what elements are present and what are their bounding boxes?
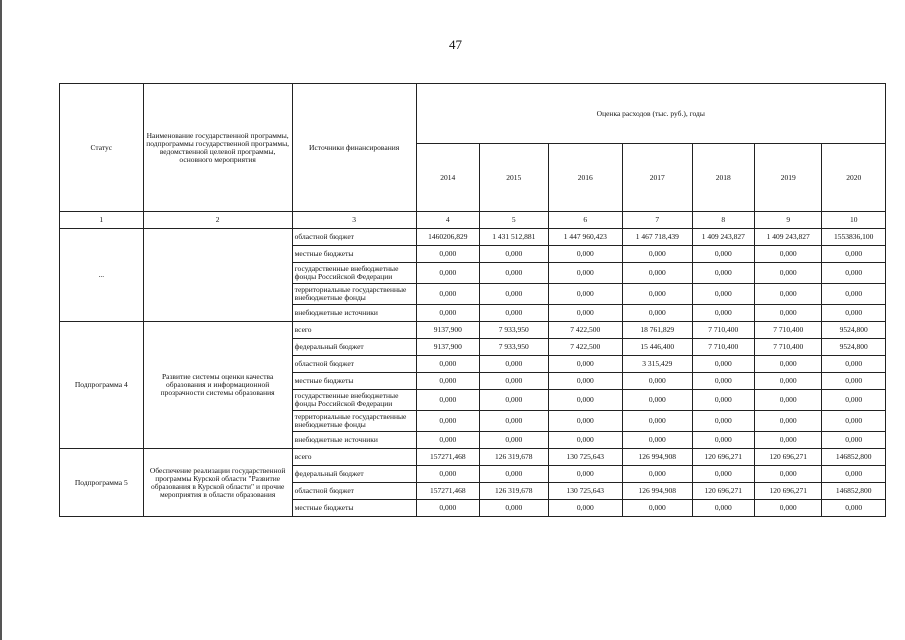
program-name-cell xyxy=(143,229,292,322)
value-cell: 0,000 xyxy=(480,466,548,483)
value-cell: 7 933,950 xyxy=(480,339,548,356)
value-cell: 0,000 xyxy=(754,246,821,263)
value-cell: 0,000 xyxy=(416,390,479,411)
value-cell: 0,000 xyxy=(548,305,623,322)
value-cell: 0,000 xyxy=(480,356,548,373)
value-cell: 0,000 xyxy=(548,411,623,432)
value-cell: 0,000 xyxy=(692,356,754,373)
funding-source-cell: территориальные государственные внебюджетные фонды xyxy=(292,284,416,305)
header-year: 2014 xyxy=(416,144,479,212)
value-cell: 0,000 xyxy=(754,432,821,449)
value-cell: 1 431 512,881 xyxy=(480,229,548,246)
value-cell: 157271,468 xyxy=(416,483,479,500)
value-cell: 0,000 xyxy=(754,500,821,517)
value-cell: 7 710,400 xyxy=(754,339,821,356)
value-cell: 9524,800 xyxy=(822,322,886,339)
value-cell: 0,000 xyxy=(692,373,754,390)
value-cell: 0,000 xyxy=(548,284,623,305)
value-cell: 0,000 xyxy=(623,263,693,284)
column-number: 9 xyxy=(754,212,821,229)
value-cell: 0,000 xyxy=(416,356,479,373)
value-cell: 7 710,400 xyxy=(692,339,754,356)
program-name-cell: Развитие системы оценки качества образования и информационной прозрачности системы образования xyxy=(143,322,292,449)
funding-source-cell: территориальные государственные внебюджетные фонды xyxy=(292,411,416,432)
value-cell: 0,000 xyxy=(692,500,754,517)
funding-source-cell: внебюджетные источники xyxy=(292,432,416,449)
funding-source-cell: внебюджетные источники xyxy=(292,305,416,322)
table-row xyxy=(60,322,886,339)
header-sources: Источники финансирования xyxy=(292,84,416,212)
value-cell: 0,000 xyxy=(480,263,548,284)
value-cell: 0,000 xyxy=(416,500,479,517)
page-left-edge xyxy=(0,0,2,640)
value-cell: 0,000 xyxy=(548,500,623,517)
value-cell: 0,000 xyxy=(822,263,886,284)
value-cell: 0,000 xyxy=(548,356,623,373)
value-cell: 0,000 xyxy=(822,246,886,263)
value-cell: 0,000 xyxy=(754,356,821,373)
value-cell: 0,000 xyxy=(822,356,886,373)
value-cell: 0,000 xyxy=(480,390,548,411)
value-cell: 0,000 xyxy=(754,390,821,411)
value-cell: 130 725,643 xyxy=(548,449,623,466)
value-cell: 9137,900 xyxy=(416,339,479,356)
value-cell: 0,000 xyxy=(754,466,821,483)
value-cell: 1 409 243,827 xyxy=(692,229,754,246)
value-cell: 0,000 xyxy=(692,284,754,305)
value-cell: 0,000 xyxy=(822,305,886,322)
value-cell: 7 710,400 xyxy=(754,322,821,339)
value-cell: 0,000 xyxy=(416,263,479,284)
value-cell: 0,000 xyxy=(416,373,479,390)
page-number: 47 xyxy=(449,37,462,52)
value-cell: 3 315,429 xyxy=(623,356,693,373)
value-cell: 0,000 xyxy=(480,373,548,390)
value-cell: 7 933,950 xyxy=(480,322,548,339)
header-year: 2016 xyxy=(548,144,623,212)
value-cell: 0,000 xyxy=(623,432,693,449)
column-number: 7 xyxy=(623,212,693,229)
funding-source-cell: государственные внебюджетные фонды Российской Федерации xyxy=(292,263,416,284)
value-cell: 0,000 xyxy=(416,284,479,305)
value-cell: 0,000 xyxy=(623,246,693,263)
value-cell: 0,000 xyxy=(548,390,623,411)
value-cell: 1 467 718,439 xyxy=(623,229,693,246)
value-cell: 0,000 xyxy=(822,390,886,411)
value-cell: 0,000 xyxy=(692,305,754,322)
value-cell: 1553836,100 xyxy=(822,229,886,246)
funding-source-cell: федеральный бюджет xyxy=(292,466,416,483)
value-cell: 0,000 xyxy=(822,500,886,517)
value-cell: 1 409 243,827 xyxy=(754,229,821,246)
value-cell: 1460206,829 xyxy=(416,229,479,246)
funding-source-cell: областной бюджет xyxy=(292,483,416,500)
column-number: 2 xyxy=(143,212,292,229)
header-name: Наименование государственной программы, подпрограммы государственной программы, ведомственной целевой программы, основного мероприятия xyxy=(143,84,292,212)
value-cell: 0,000 xyxy=(480,284,548,305)
value-cell: 0,000 xyxy=(416,246,479,263)
table-row xyxy=(60,229,886,246)
value-cell: 0,000 xyxy=(692,263,754,284)
column-number: 10 xyxy=(822,212,886,229)
value-cell: 146852,800 xyxy=(822,483,886,500)
value-cell: 126 319,678 xyxy=(480,449,548,466)
funding-source-cell: местные бюджеты xyxy=(292,373,416,390)
column-number: 6 xyxy=(548,212,623,229)
value-cell: 0,000 xyxy=(416,466,479,483)
value-cell: 120 696,271 xyxy=(754,449,821,466)
value-cell: 0,000 xyxy=(822,411,886,432)
value-cell: 0,000 xyxy=(822,466,886,483)
budget-table xyxy=(59,83,886,517)
status-cell: ... xyxy=(60,229,144,322)
value-cell: 0,000 xyxy=(623,390,693,411)
value-cell: 0,000 xyxy=(480,432,548,449)
value-cell: 0,000 xyxy=(480,500,548,517)
column-number: 4 xyxy=(416,212,479,229)
value-cell: 0,000 xyxy=(480,246,548,263)
value-cell: 9524,800 xyxy=(822,339,886,356)
value-cell: 0,000 xyxy=(548,432,623,449)
value-cell: 126 319,678 xyxy=(480,483,548,500)
program-name-cell: Обеспечение реализации государственной программы Курской области "Развитие образования в Курской области" и прочие мероприятия в области образования xyxy=(143,449,292,517)
value-cell: 1 447 960,423 xyxy=(548,229,623,246)
funding-source-cell: государственные внебюджетные фонды Российской Федерации xyxy=(292,390,416,411)
value-cell: 9137,900 xyxy=(416,322,479,339)
value-cell: 0,000 xyxy=(692,390,754,411)
value-cell: 0,000 xyxy=(416,432,479,449)
value-cell: 0,000 xyxy=(692,246,754,263)
value-cell: 0,000 xyxy=(754,284,821,305)
status-cell: Подпрограмма 4 xyxy=(60,322,144,449)
funding-source-cell: местные бюджеты xyxy=(292,246,416,263)
header-year: 2017 xyxy=(623,144,693,212)
header-estimate: Оценка расходов (тыс. руб.), годы xyxy=(416,84,885,144)
column-number-row xyxy=(60,212,886,229)
header-year: 2018 xyxy=(692,144,754,212)
value-cell: 7 422,500 xyxy=(548,322,623,339)
column-number: 1 xyxy=(60,212,144,229)
value-cell: 0,000 xyxy=(692,411,754,432)
value-cell: 0,000 xyxy=(692,432,754,449)
value-cell: 0,000 xyxy=(480,305,548,322)
value-cell: 120 696,271 xyxy=(692,449,754,466)
status-cell: Подпрограмма 5 xyxy=(60,449,144,517)
value-cell: 0,000 xyxy=(754,373,821,390)
value-cell: 0,000 xyxy=(692,466,754,483)
header-year: 2015 xyxy=(480,144,548,212)
value-cell: 0,000 xyxy=(548,466,623,483)
value-cell: 157271,468 xyxy=(416,449,479,466)
value-cell: 0,000 xyxy=(548,373,623,390)
value-cell: 0,000 xyxy=(623,411,693,432)
header-year: 2020 xyxy=(822,144,886,212)
value-cell: 120 696,271 xyxy=(692,483,754,500)
value-cell: 130 725,643 xyxy=(548,483,623,500)
value-cell: 7 710,400 xyxy=(692,322,754,339)
funding-source-cell: всего xyxy=(292,322,416,339)
value-cell: 0,000 xyxy=(623,305,693,322)
value-cell: 0,000 xyxy=(416,305,479,322)
value-cell: 0,000 xyxy=(416,411,479,432)
value-cell: 126 994,908 xyxy=(623,449,693,466)
value-cell: 0,000 xyxy=(548,246,623,263)
funding-source-cell: всего xyxy=(292,449,416,466)
value-cell: 0,000 xyxy=(822,432,886,449)
funding-source-cell: областной бюджет xyxy=(292,356,416,373)
value-cell: 0,000 xyxy=(822,373,886,390)
table-body xyxy=(60,84,886,517)
value-cell: 7 422,500 xyxy=(548,339,623,356)
column-number: 8 xyxy=(692,212,754,229)
funding-source-cell: областной бюджет xyxy=(292,229,416,246)
funding-source-cell: федеральный бюджет xyxy=(292,339,416,356)
value-cell: 0,000 xyxy=(754,305,821,322)
value-cell: 0,000 xyxy=(623,373,693,390)
value-cell: 126 994,908 xyxy=(623,483,693,500)
value-cell: 0,000 xyxy=(822,284,886,305)
value-cell: 0,000 xyxy=(754,263,821,284)
value-cell: 0,000 xyxy=(623,500,693,517)
column-number: 3 xyxy=(292,212,416,229)
value-cell: 0,000 xyxy=(754,411,821,432)
table-row xyxy=(60,449,886,466)
value-cell: 146852,800 xyxy=(822,449,886,466)
value-cell: 0,000 xyxy=(548,263,623,284)
value-cell: 120 696,271 xyxy=(754,483,821,500)
value-cell: 18 761,829 xyxy=(623,322,693,339)
header-year: 2019 xyxy=(754,144,821,212)
header-status: Статус xyxy=(60,84,144,212)
value-cell: 0,000 xyxy=(480,411,548,432)
value-cell: 0,000 xyxy=(623,466,693,483)
value-cell: 0,000 xyxy=(623,284,693,305)
column-number: 5 xyxy=(480,212,548,229)
header-row xyxy=(60,84,886,144)
value-cell: 15 446,400 xyxy=(623,339,693,356)
funding-source-cell: местные бюджеты xyxy=(292,500,416,517)
